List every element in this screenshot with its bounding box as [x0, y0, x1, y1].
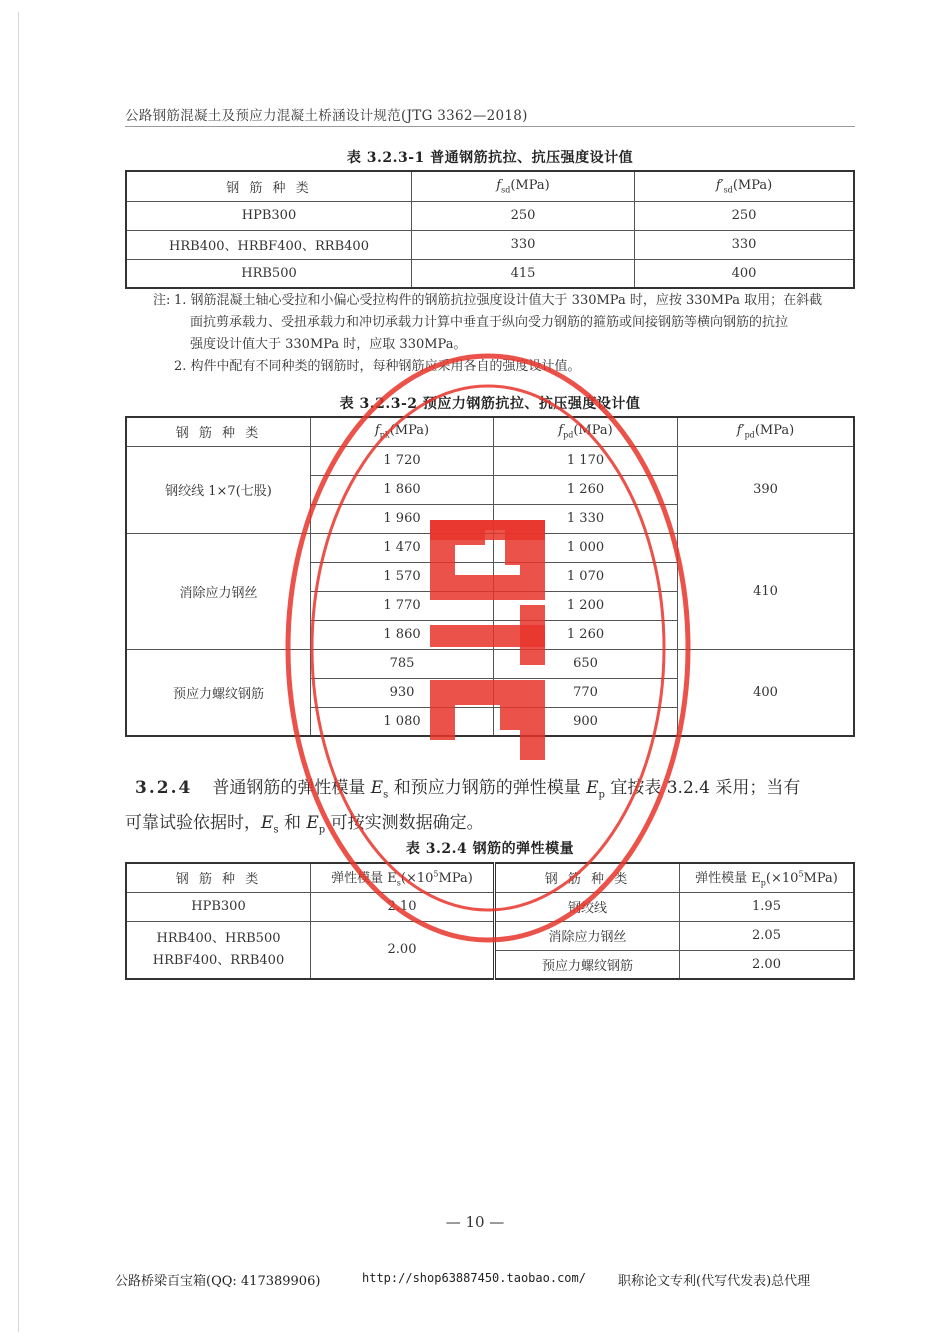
table3-col-es: 弹性模量 $E_s(\times 10^5MPa)$ — [311, 863, 495, 892]
running-header: 公路钢筋混凝土及预应力混凝土桥涵设计规范(JTG 3362—2018) — [125, 108, 528, 124]
table2-col-kind: 钢 筋 种 类 — [126, 417, 311, 446]
table-row — [126, 921, 854, 950]
footer-shop-link[interactable]: http://shop63887450.taobao.com/ — [362, 1271, 586, 1285]
table2-cell-fpd-prime: 390 — [678, 446, 855, 533]
table3-cell-kind-2: 预应力螺纹钢筋 — [495, 950, 680, 979]
page-number: — 10 — — [445, 1213, 505, 1231]
table2-header-row — [126, 417, 854, 446]
page-edge-line — [18, 12, 19, 1332]
table-row — [126, 892, 854, 921]
table2-cell-fpd: 1 260 — [494, 475, 678, 504]
table3-header-row — [126, 863, 854, 892]
table3-cell-kind: HRB400、HRB500 HRBF400、RRB400 — [126, 921, 311, 979]
table-row — [126, 446, 854, 475]
table3-caption: 表 3.2.4 钢筋的弹性模量 — [405, 841, 575, 857]
table1-cell-fsd: 250 — [412, 201, 635, 230]
table2-cell-fpd: 770 — [494, 678, 678, 707]
table-row — [126, 259, 854, 288]
footer-right: 职称论文专利(代写代发表)总代理 — [618, 1274, 811, 1289]
table2-cell-fpk: 785 — [311, 649, 494, 678]
table-row — [126, 649, 854, 678]
table1-cell-fsd-prime: 250 — [635, 201, 855, 230]
table2-cell-kind: 钢绞线 1×7(七股) — [126, 446, 311, 533]
table2-cell-fpk: 1 860 — [311, 475, 494, 504]
table1-note-prefix: 注: — [153, 293, 171, 308]
table-row — [126, 230, 854, 259]
table1-cell-fsd-prime: 330 — [635, 230, 855, 259]
table1-cell-kind: HRB400、HRBF400、RRB400 — [126, 230, 412, 259]
table1-note1-line3: 强度设计值大于 330MPa 时，应取 330MPa。 — [190, 337, 467, 352]
table3-col-kind: 钢 筋 种 类 — [126, 863, 311, 892]
table2-cell-fpk: 1 080 — [311, 707, 494, 736]
table3-cell-kind-2: 钢绞线 — [495, 892, 680, 921]
table3-cell-ep: 2.00 — [680, 950, 855, 979]
table2-col-fpk: $f_{pk}(MPa)$ — [311, 417, 494, 446]
table2-cell-fpd-prime: 400 — [678, 649, 855, 736]
table1-note1-line2: 面抗剪承载力、受扭承载力和冲切承载力计算中垂直于纵向受力钢筋的箍筋或间接钢筋等横向钢筋的抗拉 — [190, 315, 789, 330]
header-rule — [125, 126, 855, 127]
table2-cell-kind: 消除应力钢丝 — [126, 533, 311, 649]
table1-note2: 2. 构件中配有不同种类的钢筋时，每种钢筋应采用各自的强度设计值。 — [174, 359, 581, 374]
table1-caption: 表 3.2.3-1 普通钢筋抗拉、抗压强度设计值 — [346, 150, 634, 166]
table3-cell-ep: 2.05 — [680, 921, 855, 950]
table3-cell-ep: 1.95 — [680, 892, 855, 921]
table2-cell-fpk: 1 770 — [311, 591, 494, 620]
table1-header-row — [126, 171, 854, 201]
table3-cell-es: 2.10 — [311, 892, 495, 921]
table1-cell-fsd-prime: 400 — [635, 259, 855, 288]
table1-col-kind: 钢 筋 种 类 — [126, 171, 412, 201]
table-row — [126, 201, 854, 230]
table2-cell-fpk: 1 960 — [311, 504, 494, 533]
table1-col-fsd-prime: $f'_{sd}(MPa)$ — [635, 171, 855, 201]
table2-cell-fpk: 1 720 — [311, 446, 494, 475]
table1-cell-kind: HPB300 — [126, 201, 412, 230]
table1-cell-fsd: 415 — [412, 259, 635, 288]
table2-cell-fpd: 1 170 — [494, 446, 678, 475]
table1-note1-line1: 1. 钢筋混凝土轴心受拉和小偏心受拉构件的钢筋抗拉强度设计值大于 330MPa 时，应按 330MPa 取用；在斜截 — [174, 293, 823, 308]
table1-col-fsd: $f_{sd}(MPa)$ — [412, 171, 635, 201]
table3-cell-es: 2.00 — [311, 921, 495, 979]
table3-col-kind-2: 钢 筋 种 类 — [495, 863, 680, 892]
table2-cell-fpd: 1 330 — [494, 504, 678, 533]
table2-cell-fpk: 1 470 — [311, 533, 494, 562]
table3 — [125, 862, 855, 980]
table3-cell-kind-2: 消除应力钢丝 — [495, 921, 680, 950]
table2-cell-fpd: 1 200 — [494, 591, 678, 620]
table2-cell-fpd-prime: 410 — [678, 533, 855, 649]
section-3-2-4-paragraph: 3.2.4 普通钢筋的弹性模量 $E_s$ 和预应力钢筋的弹性模量 $E_p$ 宜按表 3.2.4 采用；当有 可靠试验依据时，$E_s$ 和 $E_p$ 可按实测数据确定。 — [125, 778, 801, 836]
table2-cell-kind: 预应力螺纹钢筋 — [126, 649, 311, 736]
table-row — [126, 533, 854, 562]
table2 — [125, 416, 855, 737]
section-number: 3.2.4 — [135, 778, 193, 798]
table2-cell-fpd: 1 070 — [494, 562, 678, 591]
table2-col-fpd-prime: $f'_{pd}(MPa)$ — [678, 417, 855, 446]
table2-cell-fpd: 1 000 — [494, 533, 678, 562]
table2-cell-fpk: 1 860 — [311, 620, 494, 649]
table2-cell-fpd: 1 260 — [494, 620, 678, 649]
table2-cell-fpd: 650 — [494, 649, 678, 678]
table2-cell-fpk: 1 570 — [311, 562, 494, 591]
table2-col-fpd: $f_{pd}(MPa)$ — [494, 417, 678, 446]
table2-cell-fpk: 930 — [311, 678, 494, 707]
table1 — [125, 170, 855, 289]
table3-col-ep: 弹性模量 $E_p(\times 10^5MPa)$ — [680, 863, 855, 892]
table1-cell-fsd: 330 — [412, 230, 635, 259]
footer-left: 公路桥梁百宝箱(QQ: 417389906) — [115, 1274, 321, 1289]
table1-cell-kind: HRB500 — [126, 259, 412, 288]
table2-cell-fpd: 900 — [494, 707, 678, 736]
table2-caption: 表 3.2.3-2 预应力钢筋抗拉、抗压强度设计值 — [339, 396, 641, 412]
table3-cell-kind: HPB300 — [126, 892, 311, 921]
